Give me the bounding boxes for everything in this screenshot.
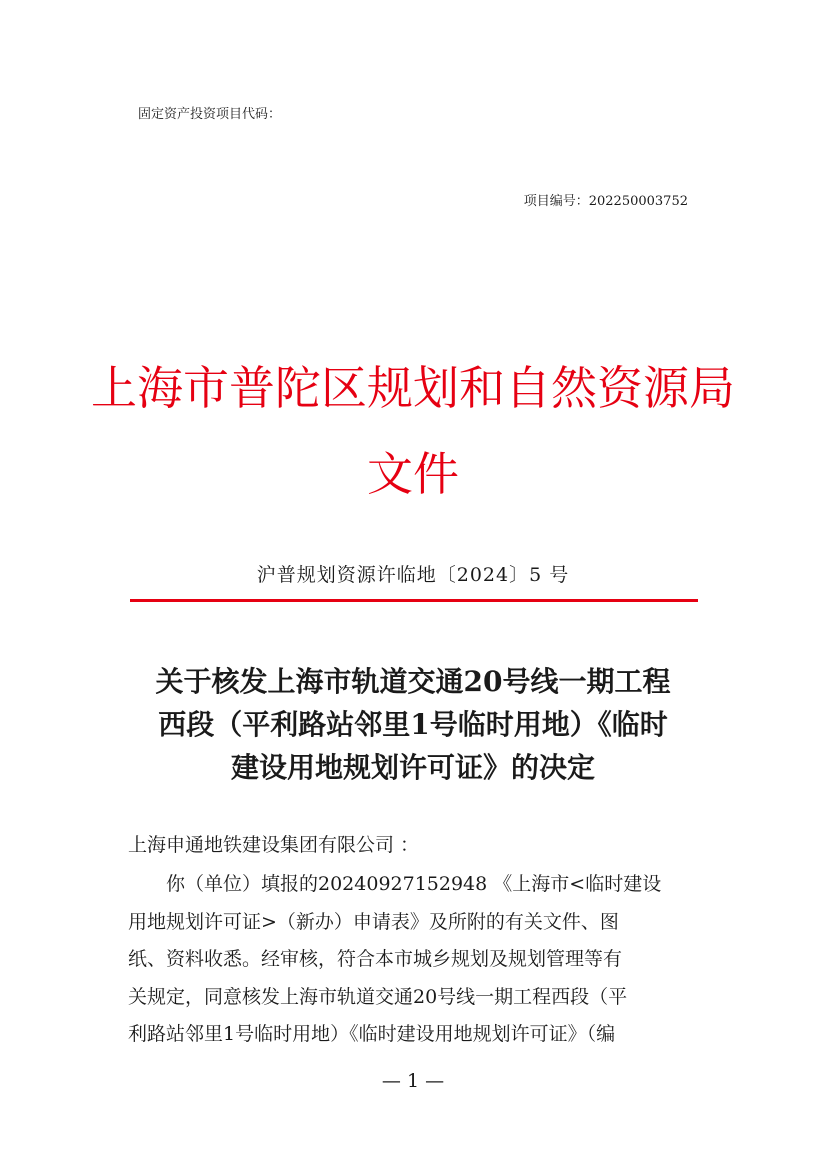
project-number: 项目编号：202250003752 — [523, 194, 688, 209]
body-line: 关规定，同意核发上海市轨道交通20号线一期工程西段（平 — [128, 985, 628, 1008]
addressee: 上海申通地铁建设集团有限公司 ： — [128, 834, 420, 856]
body-line: 用地规划许可证>（新办）申请表》及所附的有关文件、图 — [128, 910, 619, 933]
issuer-subtitle: 文件 — [367, 447, 459, 501]
decision-title-line: 西段（平利路站邻里1号临时用地）《临时 — [158, 708, 668, 741]
issuer-title: 上海市普陀区规划和自然资源局 — [91, 361, 735, 415]
body-line: 利路站邻里1号临时用地）《临时建设用地规划许可证》（编 — [128, 1023, 616, 1045]
body-paragraph — [128, 866, 702, 1054]
decision-title — [0, 660, 826, 789]
document-number: 沪普规划资源许临地〔2024〕5 号 — [256, 564, 570, 586]
red-divider-line — [130, 599, 698, 602]
body-line: 纸、资料收悉。经审核，符合本市城乡规划及规划管理等有 — [128, 948, 623, 970]
body-line: 你（单位）填报的20240927152948 《上海市<临时建设 — [128, 873, 662, 895]
decision-title-line: 建设用地规划许可证》的决定 — [230, 751, 595, 784]
page-number: — 1 — — [381, 1070, 445, 1092]
decision-title-line: 关于核发上海市轨道交通20号线一期工程 — [155, 665, 671, 698]
fixed-asset-code-label: 固定资产投资项目代码： — [138, 107, 282, 122]
